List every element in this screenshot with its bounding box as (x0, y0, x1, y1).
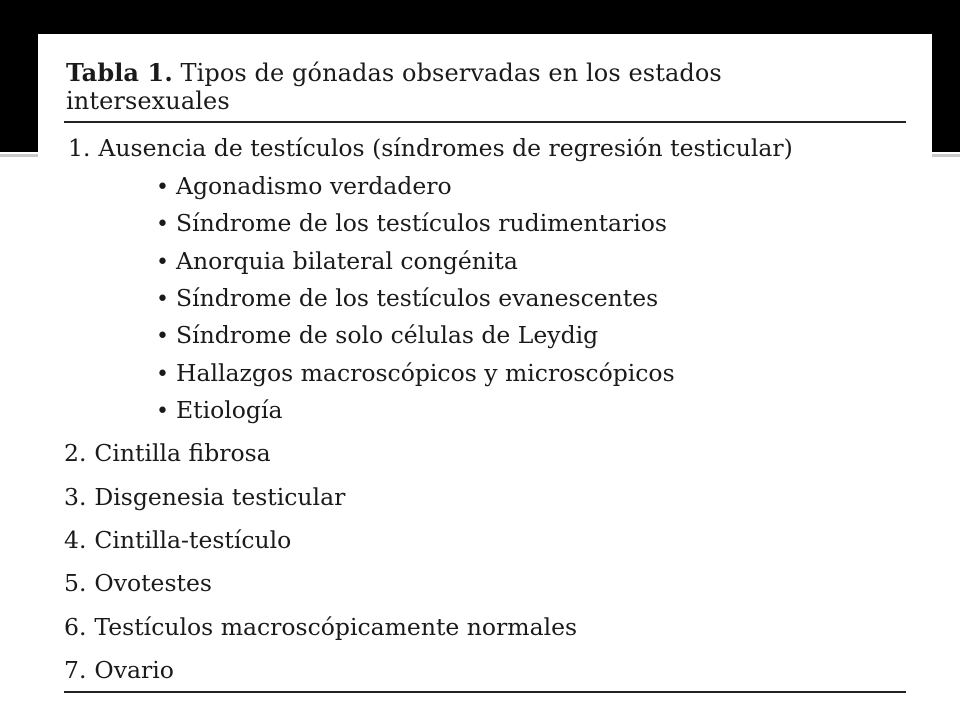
item-number: 4. (64, 526, 87, 554)
item-number: 6. (64, 613, 87, 641)
table-label: Tabla 1. (66, 58, 173, 87)
bullet-icon: • (156, 287, 169, 312)
table-image (38, 34, 932, 720)
item-text: Cintilla fibrosa (94, 439, 271, 467)
list-item-6 (64, 612, 577, 642)
item-text: Testículos macroscópicamente normales (94, 613, 578, 641)
sub-item-3 (156, 246, 518, 278)
item-text: Ovario (94, 656, 174, 684)
table-title (66, 59, 886, 115)
sub-item-7 (156, 395, 283, 427)
table-title-text: Tipos de gónadas observadas en los estados intersexuales (66, 59, 722, 115)
slide-divider-right (932, 154, 960, 157)
list-item-5 (64, 568, 212, 598)
sub-item-1 (156, 171, 452, 203)
sub-item-2 (156, 208, 667, 240)
sub-item-4 (156, 283, 658, 315)
list-item-7 (64, 655, 174, 685)
sub-item-6 (156, 358, 675, 390)
list-item-1 (68, 133, 793, 163)
item-text: Disgenesia testicular (94, 483, 346, 511)
bullet-icon: • (156, 212, 169, 237)
item-text: Ovotestes (94, 569, 212, 597)
list-item-3 (64, 482, 345, 512)
sub-item-text: Síndrome de solo células de Leydig (176, 321, 599, 349)
item-text: Cintilla-testículo (94, 526, 292, 554)
bullet-icon: • (156, 324, 169, 349)
bullet-icon: • (156, 250, 169, 275)
sub-item-text: Anorquia bilateral congénita (176, 247, 518, 275)
item-number: 7. (64, 656, 87, 684)
sub-item-text: Agonadismo verdadero (176, 172, 452, 200)
list-item-4 (64, 525, 291, 555)
item-text: Ausencia de testículos (síndromes de regresión testicular) (98, 134, 793, 162)
slide-divider-left (0, 154, 38, 157)
item-number: 5. (64, 569, 87, 597)
item-number: 1. (68, 134, 91, 162)
item-number: 2. (64, 439, 87, 467)
bullet-icon: • (156, 362, 169, 387)
table-bottom-rule (64, 691, 906, 693)
sub-item-text: Hallazgos macroscópicos y microscópicos (176, 359, 675, 387)
bullet-icon: • (156, 399, 169, 424)
sub-item-text: Etiología (176, 396, 283, 424)
sub-item-5 (156, 320, 598, 352)
sub-item-text: Síndrome de los testículos evanescentes (176, 284, 659, 312)
item-number: 3. (64, 483, 87, 511)
bullet-icon: • (156, 175, 169, 200)
list-item-2 (64, 438, 271, 468)
table-top-rule (64, 121, 906, 123)
sub-item-text: Síndrome de los testículos rudimentarios (176, 209, 667, 237)
